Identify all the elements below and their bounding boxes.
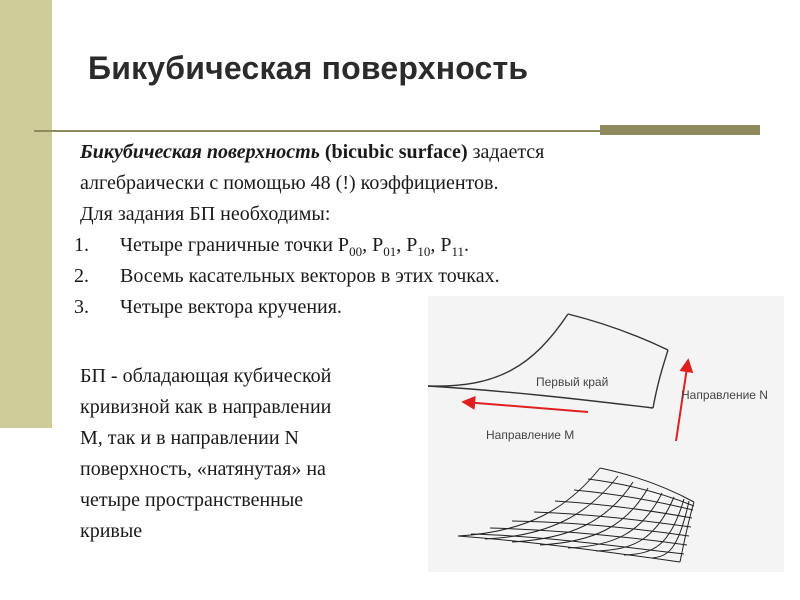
definition-line: БП - обладающая кубической (80, 365, 332, 387)
title-divider-block (600, 125, 760, 135)
label-direction-n: Направление N (681, 388, 768, 402)
separator: , P (396, 234, 418, 256)
mesh-top-edge (600, 468, 694, 502)
intro-term-en: (bicubic surface) (324, 141, 468, 163)
list-text: Четыре вектора кручения. (120, 296, 342, 318)
label-direction-m: Направление M (486, 428, 575, 442)
definition-line: четыре пространственные (80, 489, 304, 511)
definition-line: кривизной как в направлении (80, 396, 332, 418)
subscript: 11 (451, 244, 464, 259)
list-text-main: Четыре граничные точки P (120, 234, 350, 256)
intro-line-3: Для задания БП необходимы: (80, 203, 331, 225)
separator: , P (362, 234, 384, 256)
subscript: 10 (417, 244, 431, 259)
definition-line: M, так и в направлении N (80, 427, 299, 449)
definition-line: поверхность, «натянутая» на (80, 458, 326, 480)
top-patch-first-edge (428, 386, 653, 408)
separator: , P (430, 234, 452, 256)
separator: . (463, 234, 469, 256)
subscript: 00 (349, 244, 363, 259)
list-number: 2. (74, 265, 89, 287)
list-text (120, 230, 469, 261)
arrow-direction-m (464, 402, 588, 412)
top-patch-top-edge (568, 314, 668, 350)
label-first-edge: Первый край (536, 375, 609, 389)
left-accent-bar (0, 0, 52, 428)
list-item (74, 230, 500, 261)
title-divider (34, 130, 600, 132)
intro-rest: задается (467, 141, 545, 163)
bicubic-surface-figure (428, 296, 784, 572)
intro-line-1 (80, 137, 780, 168)
list-item (74, 261, 500, 292)
top-surface-patch (428, 314, 668, 408)
subscript: 01 (383, 244, 397, 259)
mesh-left-edge (458, 468, 600, 536)
intro-line-2: алгебраически с помощью 48 (!) коэффициентов. (80, 172, 499, 194)
list-number: 3. (74, 296, 89, 318)
bottom-mesh-surface (458, 468, 694, 562)
surface-diagram (428, 296, 784, 572)
intro-term: Бикубическая поверхность (80, 141, 320, 163)
top-patch-right-edge (653, 350, 668, 408)
slide-title: Бикубическая поверхность (88, 50, 529, 86)
intro-paragraph (80, 137, 780, 230)
list-number: 1. (74, 234, 89, 256)
list-text: Восемь касательных векторов в этих точках. (120, 265, 500, 287)
definition-line: кривые (80, 520, 143, 542)
definition-paragraph (80, 361, 430, 547)
